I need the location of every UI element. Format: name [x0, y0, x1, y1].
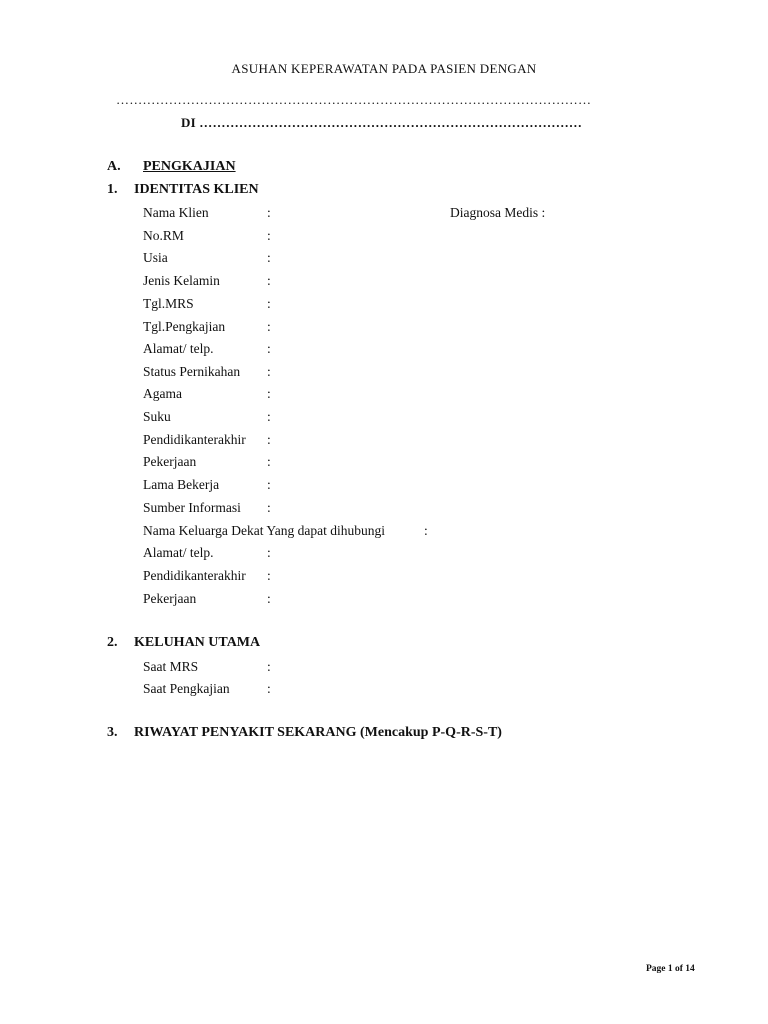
field-label: Tgl.Pengkajian: [143, 319, 226, 334]
field-label: Tgl.MRS: [143, 296, 194, 311]
field-colon: :: [267, 659, 271, 674]
diagnosa-medis-label: Diagnosa Medis :: [450, 205, 546, 220]
field-label: Sumber Informasi: [143, 500, 241, 515]
field-label: Agama: [143, 386, 182, 401]
field-colon: :: [267, 545, 271, 560]
field-colon: :: [267, 500, 271, 515]
section-3-number: 3.: [107, 725, 118, 740]
field-colon: :: [267, 205, 271, 220]
field-label: Alamat/ telp.: [143, 341, 214, 356]
field-colon: :: [267, 681, 271, 696]
field-label: Saat MRS: [143, 659, 199, 674]
section-3-heading: RIWAYAT PENYAKIT SEKARANG (Mencakup P-Q-R-S-T): [134, 725, 502, 740]
field-colon: :: [267, 568, 271, 583]
document-title: ASUHAN KEPERAWATAN PADA PASIEN DENGAN: [231, 61, 537, 76]
field-label: Suku: [143, 409, 171, 424]
page-number: Page 1 of 14: [646, 964, 695, 974]
field-colon: :: [267, 591, 271, 606]
section-1-heading: IDENTITAS KLIEN: [134, 182, 259, 197]
section-a-letter: A.: [107, 159, 121, 174]
field-colon: :: [267, 296, 271, 311]
section-a-heading: PENGKAJIAN: [143, 159, 236, 174]
field-label: No.RM: [143, 228, 184, 243]
field-colon: :: [267, 454, 271, 469]
location-blank-line: DI ……………………………………………………………………………: [181, 115, 583, 130]
field-label: Nama Keluarga Dekat Yang dapat dihubungi: [143, 523, 385, 538]
field-label: Pendidikanterakhir: [143, 432, 246, 447]
field-colon: :: [267, 250, 271, 265]
field-label: Nama Klien: [143, 205, 209, 220]
field-colon: :: [267, 432, 271, 447]
field-colon: :: [267, 341, 271, 356]
field-label: Jenis Kelamin: [143, 273, 220, 288]
field-colon: :: [267, 364, 271, 379]
field-colon: :: [267, 228, 271, 243]
section-2-number: 2.: [107, 635, 118, 650]
diagnosis-blank-line: ………………………………………………………………………………………………: [116, 92, 592, 107]
field-label: Saat Pengkajian: [143, 681, 230, 696]
field-label: Usia: [143, 250, 168, 265]
field-colon: :: [267, 386, 271, 401]
field-label: Pekerjaan: [143, 454, 197, 469]
field-colon: :: [424, 523, 428, 538]
section-2-heading: KELUHAN UTAMA: [134, 635, 261, 650]
field-colon: :: [267, 273, 271, 288]
field-label: Alamat/ telp.: [143, 545, 214, 560]
field-label: Pendidikanterakhir: [143, 568, 246, 583]
field-label: Lama Bekerja: [143, 477, 220, 492]
field-label: Pekerjaan: [143, 591, 197, 606]
field-colon: :: [267, 409, 271, 424]
section-1-number: 1.: [107, 182, 118, 197]
field-colon: :: [267, 319, 271, 334]
field-label: Status Pernikahan: [143, 364, 241, 379]
field-colon: :: [267, 477, 271, 492]
